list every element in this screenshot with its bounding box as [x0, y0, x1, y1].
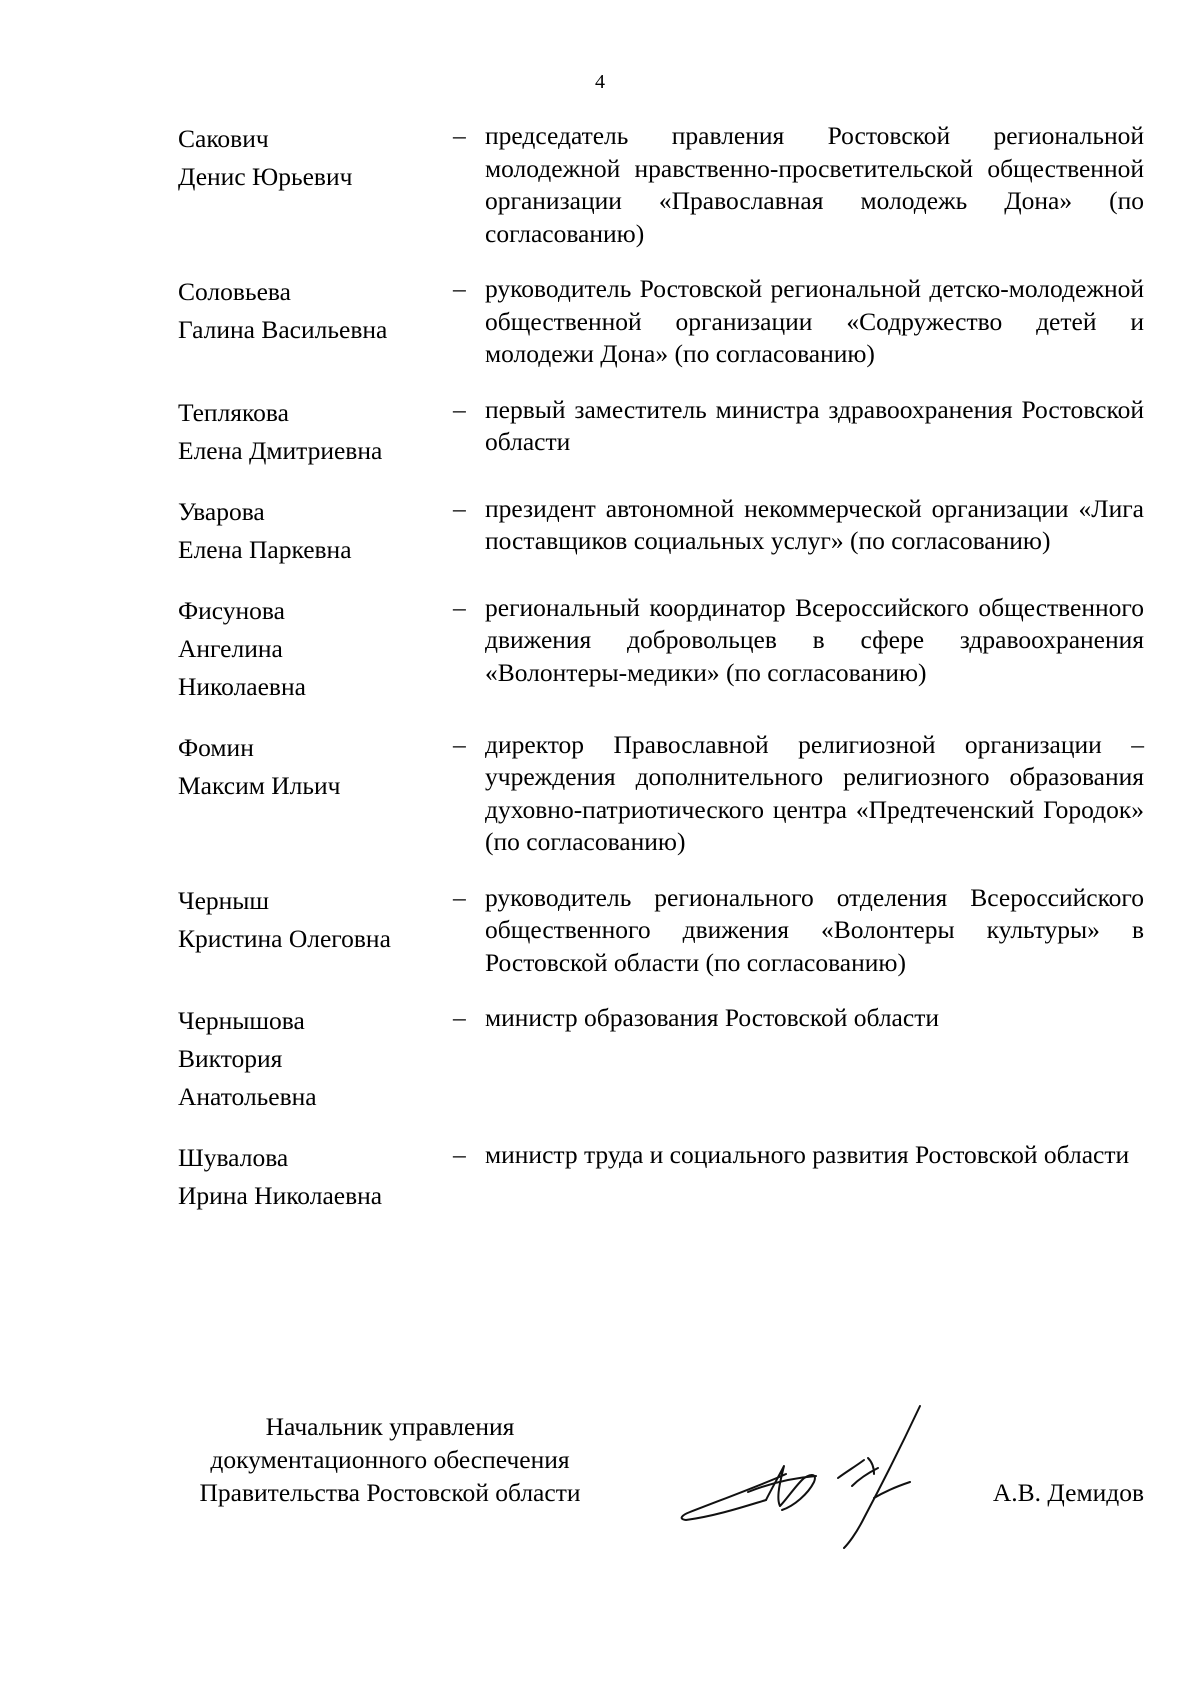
member-role: директор Православной религиозной организации – учреждения дополнительного религиозного образования духовно-патриотического центра «Предтеченский Городок» (по согласованию) — [485, 729, 1144, 856]
signer-title-line: Начальник управления — [265, 1412, 515, 1441]
member-surname: Шувалова — [178, 1143, 289, 1172]
member-surname: Уварова — [178, 496, 265, 526]
member-given-name: Елена Дмитриевна — [178, 435, 383, 465]
member-surname: Черныш — [178, 885, 270, 915]
member-entry — [178, 120, 1144, 250]
member-surname: Фисунова — [178, 595, 285, 625]
member-role: министр труда и социального развития Ростовской области — [485, 1140, 1130, 1169]
member-dash: – — [453, 394, 466, 424]
member-surname: Соловьева — [178, 277, 291, 306]
member-entry — [178, 1002, 1144, 1116]
member-role: первый заместитель министра здравоохранения Ростовской области — [485, 394, 1144, 456]
member-given-name: Ирина Николаевна — [178, 1181, 383, 1210]
member-dash: – — [453, 121, 466, 150]
member-name — [178, 729, 453, 805]
member-given-name: Елена Паркевна — [178, 534, 352, 564]
member-given-name: Кристина Олеговна — [178, 923, 391, 953]
member-entry — [178, 273, 1144, 371]
member-role: руководитель Ростовской региональной детско-молодежной общественной организации «Содружество детей и молодежи Дона» (по согласованию) — [485, 274, 1144, 368]
member-role: председатель правления Ростовской региональной молодежной нравственно-просветительской общественной организации «Православная молодежь Дона» (по согласованию) — [485, 121, 1144, 248]
member-given-name: Ангелина — [178, 633, 283, 663]
member-patronymic: Анатольевна — [178, 1082, 317, 1111]
member-dash: – — [453, 1003, 466, 1032]
signer-title-line: Правительства Ростовской области — [199, 1478, 581, 1507]
signer-name: А.В. Демидов — [992, 1478, 1144, 1507]
member-dash: – — [453, 592, 466, 622]
member-dash: – — [453, 493, 466, 523]
member-dash: – — [453, 882, 466, 912]
member-surname: Фомин — [178, 732, 254, 762]
member-entry — [178, 882, 1144, 980]
member-given-name: Максим Ильич — [178, 770, 341, 800]
signature-block — [0, 1410, 1200, 1570]
member-name — [178, 493, 453, 569]
member-list — [178, 120, 1144, 1238]
member-entry — [178, 394, 1144, 470]
member-dash: – — [453, 1140, 466, 1169]
member-surname: Сакович — [178, 124, 269, 153]
member-entry — [178, 1139, 1144, 1215]
member-given-name: Галина Васильевна — [178, 315, 388, 344]
member-dash: – — [453, 274, 466, 303]
member-name — [178, 1139, 453, 1215]
member-entry — [178, 493, 1144, 569]
member-name — [178, 273, 453, 349]
signer-title — [160, 1410, 620, 1509]
member-name — [178, 592, 453, 706]
member-entry — [178, 729, 1144, 859]
member-name — [178, 120, 453, 196]
member-given-name: Виктория — [178, 1044, 283, 1073]
member-role: региональный координатор Всероссийского общественного движения добровольцев в сфере здравоохранения «Волонтеры-медики» (по согласованию) — [485, 592, 1144, 687]
page-number: 4 — [595, 71, 605, 93]
member-name — [178, 882, 453, 958]
member-surname: Чернышова — [178, 1006, 305, 1035]
member-name — [178, 1002, 453, 1116]
member-patronymic: Николаевна — [178, 671, 306, 701]
handwritten-signature — [668, 1388, 948, 1558]
member-role: министр образования Ростовской области — [485, 1003, 939, 1032]
member-given-name: Денис Юрьевич — [178, 162, 353, 191]
signer-title-line: документационного обеспечения — [210, 1445, 570, 1474]
member-entry — [178, 592, 1144, 706]
member-name — [178, 394, 453, 470]
member-surname: Теплякова — [178, 397, 289, 427]
member-role: руководитель регионального отделения Всероссийского общественного движения «Волонтеры культуры» в Ростовской области (по согласованию) — [485, 882, 1144, 977]
member-dash: – — [453, 729, 466, 759]
member-role: президент автономной некоммерческой организации «Лига поставщиков социальных услуг» (по согласованию) — [485, 493, 1144, 555]
